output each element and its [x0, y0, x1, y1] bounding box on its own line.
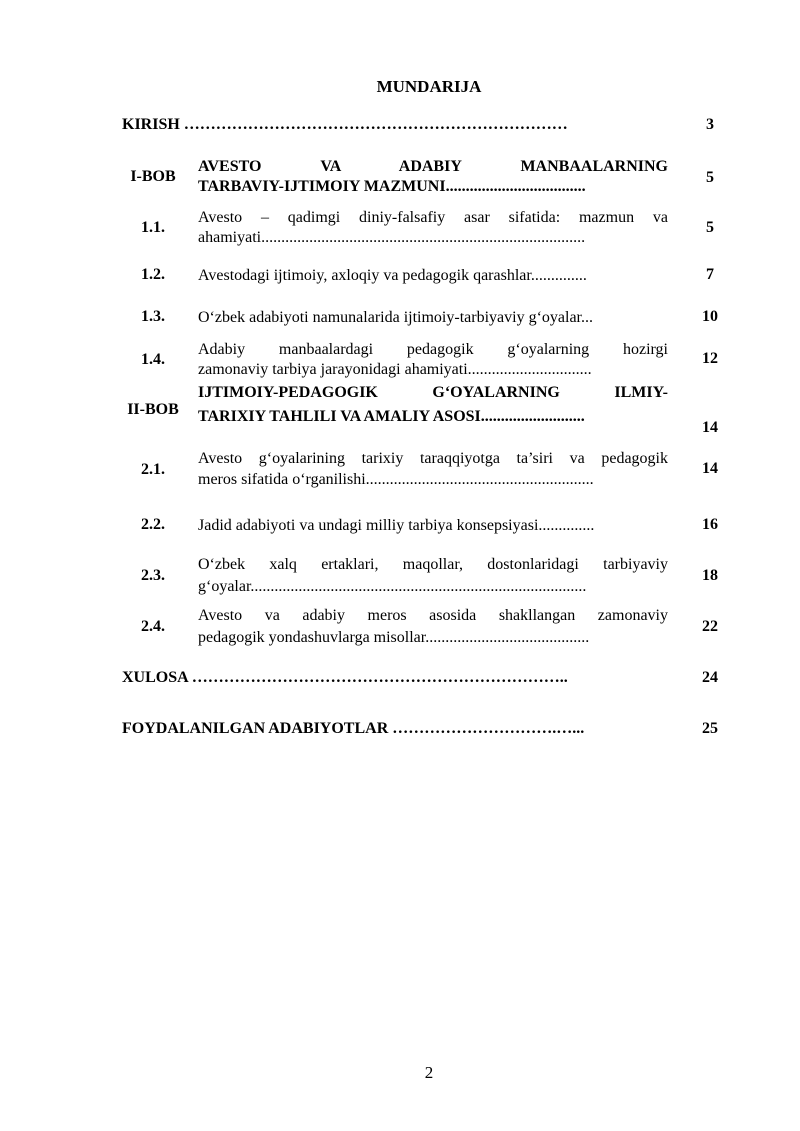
toc-entry-kirish[interactable] — [0, 116, 800, 138]
toc-title-line2: meros sifatida o‘rganilishi......................................................... — [198, 471, 594, 488]
toc-entry-1-2[interactable] — [0, 266, 800, 288]
toc-entry-2-3[interactable] — [0, 555, 800, 597]
toc-number: I-BOB — [130, 168, 176, 185]
toc-title-line1: AVESTO VA ADABIY MANBAALARNING — [198, 158, 668, 175]
toc-entry-chapter-2[interactable] — [0, 383, 800, 443]
toc-label: KIRISH — [122, 116, 180, 133]
toc-leader: ……………………………………………………………… — [179, 116, 568, 133]
toc-number: 1.1. — [141, 219, 165, 236]
toc-title-line2: pedagogik yondashuvlarga misollar......................................... — [198, 629, 590, 646]
toc-title-line2: TARIXIY TAHLILI VA AMALIY ASOSI.......................... — [198, 408, 585, 425]
toc-title-line1: Avesto g‘oyalarining tarixiy taraqqiyotga ta’siri va pedagogik — [198, 450, 668, 467]
toc-entry-1-4[interactable] — [0, 340, 800, 382]
toc-label: XULOSA — [122, 669, 188, 686]
toc-page: 25 — [702, 720, 718, 737]
toc-page: 24 — [702, 669, 718, 686]
toc-number: 2.3. — [141, 567, 165, 584]
toc-page: 22 — [702, 618, 718, 635]
toc-leader: …………………………………………………………….. — [187, 669, 568, 686]
toc-page: 10 — [702, 308, 718, 325]
toc-number: 1.4. — [141, 351, 165, 368]
toc-title-line2: zamonaviy tarbiya jarayonidagi ahamiyati............................... — [198, 361, 592, 378]
toc-entry-chapter-1[interactable] — [0, 157, 800, 199]
toc-title-line1: O‘zbek adabiyoti namunalarida ijtimoiy-tarbiyaviy g‘oyalar... — [198, 309, 593, 326]
toc-title-line1: Avestodagi ijtimoiy, axloqiy va pedagogik qarashlar.............. — [198, 267, 587, 284]
toc-page: 14 — [702, 460, 718, 477]
page-title: MUNDARIJA — [376, 77, 482, 96]
toc-title-line2: TARBAVIY-IJTIMOIY MAZMUNI................................... — [198, 178, 586, 195]
toc-title-line1: IJTIMOIY-PEDAGOGIK G‘OYALARNING ILMIY- — [198, 384, 668, 401]
toc-page: 18 — [702, 567, 718, 584]
toc-title-line1: O‘zbek xalq ertaklari, maqollar, dostonlaridagi tarbiyaviy — [198, 556, 668, 573]
toc-entry-1-3[interactable] — [0, 308, 800, 330]
toc-title-line2: g‘oyalar.................................................................................... — [198, 578, 587, 595]
toc-entry-2-2[interactable] — [0, 516, 800, 538]
page-number: 2 — [424, 1063, 434, 1082]
toc-title-line1: Jadid adabiyoti va undagi milliy tarbiya konsepsiyasi.............. — [198, 517, 595, 534]
toc-entry-2-4[interactable] — [0, 606, 800, 648]
toc-page: 16 — [702, 516, 718, 533]
toc-number: 1.3. — [141, 308, 165, 325]
toc-page: 7 — [706, 266, 714, 283]
toc-page: 5 — [706, 219, 714, 236]
toc-entry-bibliography[interactable] — [0, 720, 800, 742]
toc-page: 12 — [702, 350, 718, 367]
toc-entry-2-1[interactable] — [0, 449, 800, 491]
toc-entry-1-1[interactable] — [0, 208, 800, 250]
toc-leader: ………………………….…... — [388, 720, 585, 737]
toc-title-line2: ahamiyati................................................................................. — [198, 229, 586, 246]
toc-label: FOYDALANILGAN ADABIYOTLAR — [122, 720, 389, 737]
toc-page: 14 — [702, 419, 718, 436]
toc-number: 1.2. — [141, 266, 165, 283]
toc-title-line1: Avesto va adabiy meros asosida shakllangan zamonaviy — [198, 607, 668, 624]
toc-entry-xulosa[interactable] — [0, 669, 800, 691]
toc-number: II-BOB — [127, 401, 179, 418]
toc-page: 5 — [706, 169, 714, 186]
toc-number: 2.1. — [141, 461, 165, 478]
toc-number: 2.4. — [141, 618, 165, 635]
toc-page: 3 — [706, 116, 714, 133]
toc-number: 2.2. — [141, 516, 165, 533]
toc-title-line1: Avesto – qadimgi diniy-falsafiy asar sifatida: mazmun va — [198, 209, 668, 226]
toc-title-line1: Adabiy manbaalardagi pedagogik g‘oyalarning hozirgi — [198, 341, 668, 358]
